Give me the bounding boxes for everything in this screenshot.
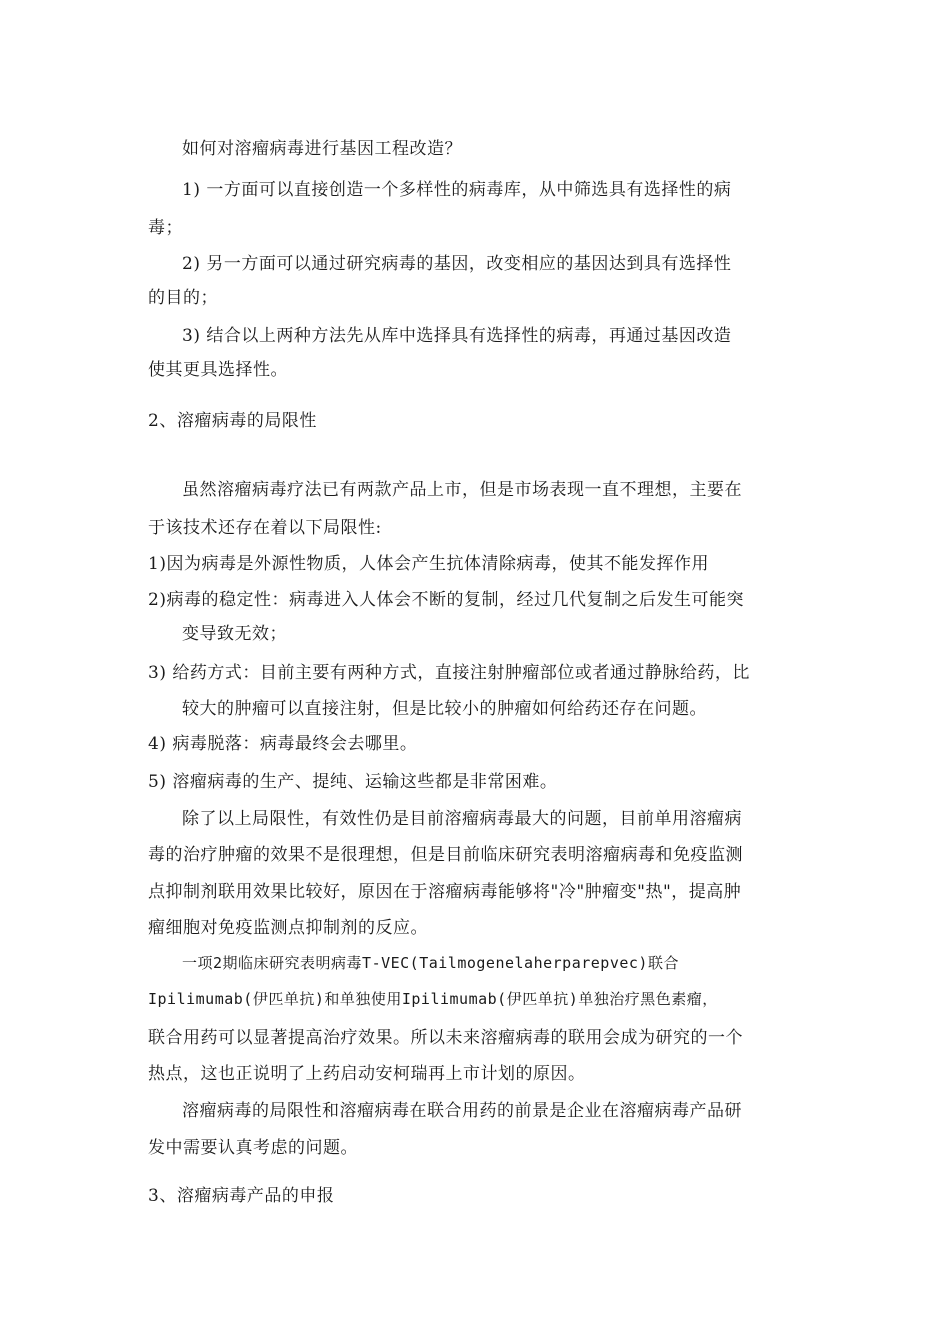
paragraph-line: 瘤细胞对免疫监测点抑制剂的反应。 — [148, 918, 428, 938]
paragraph-line: 热点，这也正说明了上药启动安柯瑞再上市计划的原因。 — [148, 1064, 586, 1084]
limitation-item-2: 2)病毒的稳定性：病毒进入人体会不断的复制，经过几代复制之后发生可能突 — [148, 590, 744, 610]
limitation-item-3-cont: 较大的肿瘤可以直接注射，但是比较小的肿瘤如何给药还存在问题。 — [182, 699, 707, 719]
section-heading-2: 2、溶瘤病毒的局限性 — [148, 411, 317, 431]
method-item-1: 1) 一方面可以直接创造一个多样性的病毒库，从中筛选具有选择性的病 — [182, 180, 732, 200]
method-item-2-cont: 的目的； — [148, 288, 218, 308]
paragraph-line: 点抑制剂联用效果比较好，原因在于溶瘤病毒能够将"冷"肿瘤变"热"，提高肿 — [148, 882, 742, 902]
paragraph-line: 溶瘤病毒的局限性和溶瘤病毒在联合用药的前景是企业在溶瘤病毒产品研 — [182, 1101, 742, 1121]
paragraph-line: 联合用药可以显著提高治疗效果。所以未来溶瘤病毒的联用会成为研究的一个 — [148, 1028, 743, 1048]
paragraph-line: Ipilimumab(伊匹单抗)和单独使用Ipilimumab(伊匹单抗)单独治疗黑色素瘤， — [148, 990, 718, 1008]
paragraph-line: 除了以上局限性，有效性仍是目前溶瘤病毒最大的问题，目前单用溶瘤病 — [182, 809, 742, 829]
question-heading: 如何对溶瘤病毒进行基因工程改造？ — [182, 139, 462, 159]
limitation-item-5: 5) 溶瘤病毒的生产、提纯、运输这些都是非常困难。 — [148, 772, 558, 792]
paragraph-line: 一项2期临床研究表明病毒T-VEC(Tailmogenelaherparepvec)联合 — [182, 954, 679, 972]
method-item-1-cont: 毒； — [148, 218, 183, 238]
limitation-item-3: 3) 给药方式：目前主要有两种方式，直接注射肿瘤部位或者通过静脉给药，比 — [148, 663, 750, 683]
limitation-item-1: 1)因为病毒是外源性物质，人体会产生抗体清除病毒，使其不能发挥作用 — [148, 554, 709, 574]
paragraph-line: 毒的治疗肿瘤的效果不是很理想，但是目前临床研究表明溶瘤病毒和免疫监测 — [148, 845, 743, 865]
limitation-item-2-cont: 变导致无效； — [182, 624, 287, 644]
limitation-item-4: 4) 病毒脱落：病毒最终会去哪里。 — [148, 734, 418, 754]
method-item-3-cont: 使其更具选择性。 — [148, 360, 288, 380]
paragraph-line: 虽然溶瘤病毒疗法已有两款产品上市，但是市场表现一直不理想，主要在 — [182, 480, 742, 500]
section-heading-3: 3、溶瘤病毒产品的申报 — [148, 1186, 335, 1206]
paragraph-line: 于该技术还存在着以下局限性: — [148, 518, 382, 538]
method-item-2: 2) 另一方面可以通过研究病毒的基因，改变相应的基因达到具有选择性 — [182, 254, 732, 274]
method-item-3: 3) 结合以上两种方法先从库中选择具有选择性的病毒，再通过基因改造 — [182, 326, 732, 346]
paragraph-line: 发中需要认真考虑的问题。 — [148, 1138, 358, 1158]
